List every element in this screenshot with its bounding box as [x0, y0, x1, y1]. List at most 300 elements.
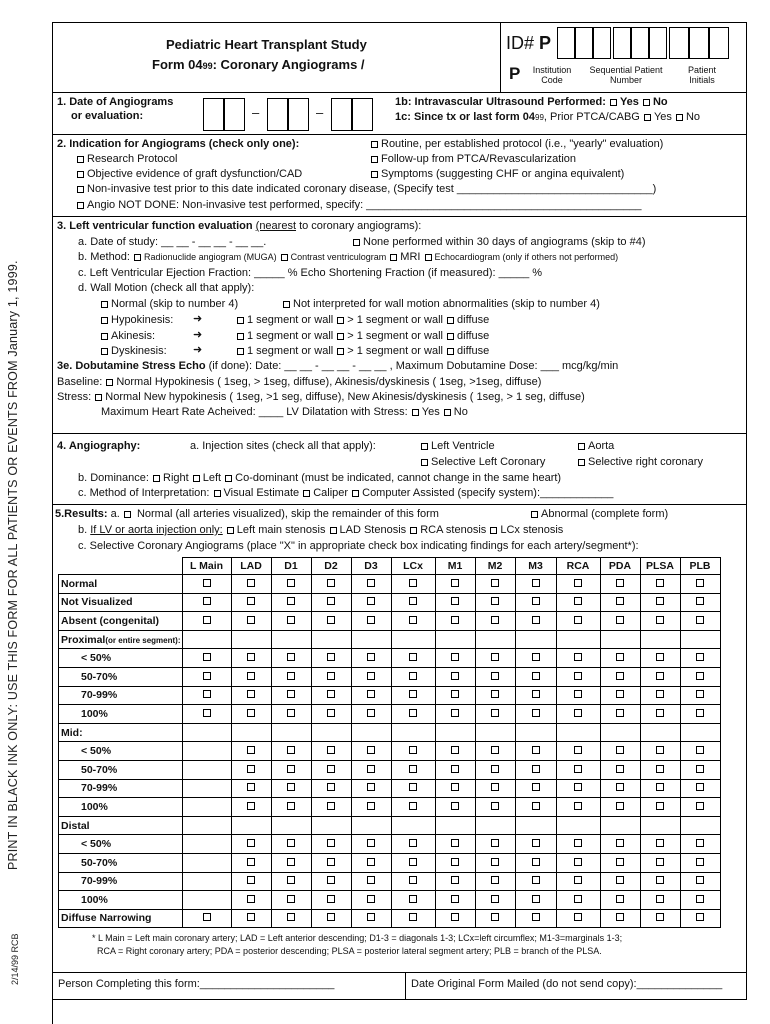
grid-cell[interactable]	[351, 779, 391, 798]
checkbox[interactable]	[696, 597, 704, 605]
checkbox[interactable]	[287, 709, 295, 717]
grid-cell[interactable]	[680, 667, 720, 686]
checkbox[interactable]	[676, 114, 683, 121]
grid-cell[interactable]	[311, 742, 351, 761]
checkbox[interactable]	[225, 475, 232, 482]
checkbox[interactable]	[367, 765, 375, 773]
grid-cell[interactable]	[271, 872, 311, 891]
grid-cell[interactable]	[640, 686, 680, 705]
checkbox[interactable]	[656, 839, 664, 847]
grid-cell[interactable]	[680, 853, 720, 872]
grid-cell[interactable]	[435, 593, 475, 612]
grid-cell[interactable]	[600, 760, 640, 779]
checkbox[interactable]	[696, 913, 704, 921]
grid-cell[interactable]	[475, 593, 515, 612]
grid-cell[interactable]	[182, 649, 231, 668]
checkbox[interactable]	[616, 690, 624, 698]
grid-cell[interactable]	[600, 872, 640, 891]
grid-cell[interactable]	[311, 872, 351, 891]
checkbox[interactable]	[616, 672, 624, 680]
checkbox[interactable]	[451, 690, 459, 698]
grid-cell[interactable]	[351, 705, 391, 724]
grid-cell[interactable]	[351, 760, 391, 779]
checkbox[interactable]	[696, 690, 704, 698]
checkbox[interactable]	[367, 579, 375, 587]
checkbox[interactable]	[491, 783, 499, 791]
checkbox[interactable]	[696, 858, 704, 866]
checkbox[interactable]	[390, 254, 397, 261]
checkbox[interactable]	[447, 317, 454, 324]
checkbox[interactable]	[656, 765, 664, 773]
grid-cell[interactable]	[231, 835, 271, 854]
checkbox[interactable]	[656, 579, 664, 587]
checkbox[interactable]	[327, 690, 335, 698]
checkbox[interactable]	[696, 895, 704, 903]
checkbox[interactable]	[287, 653, 295, 661]
grid-cell[interactable]	[351, 798, 391, 817]
grid-cell[interactable]	[435, 798, 475, 817]
id-box[interactable]	[669, 27, 689, 59]
checkbox[interactable]	[77, 171, 84, 178]
grid-cell[interactable]	[515, 779, 556, 798]
checkbox[interactable]	[247, 876, 255, 884]
grid-cell[interactable]	[391, 872, 435, 891]
checkbox[interactable]	[153, 475, 160, 482]
checkbox[interactable]	[616, 653, 624, 661]
grid-cell[interactable]	[182, 667, 231, 686]
checkbox[interactable]	[287, 616, 295, 624]
checkbox[interactable]	[451, 672, 459, 680]
checkbox[interactable]	[337, 317, 344, 324]
checkbox[interactable]	[656, 746, 664, 754]
grid-cell[interactable]	[391, 612, 435, 631]
grid-cell[interactable]	[515, 705, 556, 724]
grid-cell[interactable]	[556, 872, 600, 891]
grid-cell[interactable]	[391, 891, 435, 910]
checkbox[interactable]	[451, 765, 459, 773]
checkbox[interactable]	[367, 597, 375, 605]
checkbox[interactable]	[327, 616, 335, 624]
checkbox[interactable]	[421, 443, 428, 450]
grid-cell[interactable]	[231, 742, 271, 761]
checkbox[interactable]	[101, 301, 108, 308]
grid-cell[interactable]	[600, 686, 640, 705]
grid-cell[interactable]	[600, 593, 640, 612]
checkbox[interactable]	[451, 858, 459, 866]
checkbox[interactable]	[203, 709, 211, 717]
grid-cell[interactable]	[391, 853, 435, 872]
grid-cell[interactable]	[435, 853, 475, 872]
grid-cell[interactable]	[680, 612, 720, 631]
checkbox[interactable]	[327, 579, 335, 587]
grid-cell[interactable]	[556, 686, 600, 705]
checkbox[interactable]	[616, 579, 624, 587]
checkbox[interactable]	[409, 653, 417, 661]
checkbox[interactable]	[367, 672, 375, 680]
grid-cell[interactable]	[271, 798, 311, 817]
checkbox[interactable]	[616, 765, 624, 773]
grid-cell[interactable]	[271, 742, 311, 761]
grid-cell[interactable]	[351, 835, 391, 854]
checkbox[interactable]	[696, 579, 704, 587]
checkbox[interactable]	[532, 746, 540, 754]
grid-cell[interactable]	[515, 742, 556, 761]
checkbox[interactable]	[77, 202, 84, 209]
grid-cell[interactable]	[391, 705, 435, 724]
checkbox[interactable]	[447, 333, 454, 340]
grid-cell[interactable]	[556, 835, 600, 854]
checkbox[interactable]	[367, 913, 375, 921]
grid-cell[interactable]	[600, 779, 640, 798]
checkbox[interactable]	[451, 876, 459, 884]
grid-cell[interactable]	[435, 909, 475, 928]
grid-cell[interactable]	[351, 593, 391, 612]
grid-cell[interactable]	[435, 742, 475, 761]
grid-cell[interactable]	[600, 705, 640, 724]
checkbox[interactable]	[491, 765, 499, 773]
grid-cell[interactable]	[680, 760, 720, 779]
grid-cell[interactable]	[391, 909, 435, 928]
grid-cell[interactable]	[475, 760, 515, 779]
grid-cell[interactable]	[600, 853, 640, 872]
grid-cell[interactable]	[231, 891, 271, 910]
checkbox[interactable]	[203, 579, 211, 587]
checkbox[interactable]	[101, 333, 108, 340]
checkbox[interactable]	[696, 616, 704, 624]
checkbox[interactable]	[95, 394, 102, 401]
checkbox[interactable]	[444, 409, 451, 416]
checkbox[interactable]	[409, 895, 417, 903]
grid-cell[interactable]	[391, 686, 435, 705]
checkbox[interactable]	[574, 597, 582, 605]
grid-cell[interactable]	[391, 742, 435, 761]
grid-cell[interactable]	[182, 686, 231, 705]
checkbox[interactable]	[532, 802, 540, 810]
grid-cell[interactable]	[435, 649, 475, 668]
checkbox[interactable]	[367, 858, 375, 866]
checkbox[interactable]	[491, 839, 499, 847]
checkbox[interactable]	[247, 746, 255, 754]
grid-cell[interactable]	[311, 835, 351, 854]
grid-cell[interactable]	[515, 686, 556, 705]
grid-cell[interactable]	[271, 779, 311, 798]
checkbox[interactable]	[367, 876, 375, 884]
checkbox[interactable]	[532, 913, 540, 921]
grid-cell[interactable]	[556, 891, 600, 910]
checkbox[interactable]	[451, 709, 459, 717]
grid-cell[interactable]	[515, 798, 556, 817]
checkbox[interactable]	[409, 672, 417, 680]
checkbox[interactable]	[425, 254, 432, 261]
checkbox[interactable]	[643, 99, 650, 106]
checkbox[interactable]	[491, 802, 499, 810]
checkbox[interactable]	[352, 490, 359, 497]
grid-cell[interactable]	[475, 742, 515, 761]
checkbox[interactable]	[532, 690, 540, 698]
checkbox[interactable]	[696, 653, 704, 661]
checkbox[interactable]	[327, 876, 335, 884]
checkbox[interactable]	[367, 802, 375, 810]
grid-cell[interactable]	[231, 760, 271, 779]
checkbox[interactable]	[578, 459, 585, 466]
checkbox[interactable]	[330, 527, 337, 534]
checkbox[interactable]	[656, 858, 664, 866]
grid-cell[interactable]	[231, 667, 271, 686]
checkbox[interactable]	[327, 802, 335, 810]
checkbox[interactable]	[409, 709, 417, 717]
checkbox[interactable]	[281, 254, 288, 261]
grid-cell[interactable]	[640, 649, 680, 668]
grid-cell[interactable]	[271, 686, 311, 705]
checkbox[interactable]	[532, 858, 540, 866]
checkbox[interactable]	[247, 765, 255, 773]
checkbox[interactable]	[421, 459, 428, 466]
grid-cell[interactable]	[515, 872, 556, 891]
checkbox[interactable]	[337, 333, 344, 340]
grid-cell[interactable]	[556, 798, 600, 817]
checkbox[interactable]	[327, 858, 335, 866]
grid-cell[interactable]	[311, 686, 351, 705]
checkbox[interactable]	[409, 913, 417, 921]
checkbox[interactable]	[247, 616, 255, 624]
grid-cell[interactable]	[556, 742, 600, 761]
grid-cell[interactable]	[515, 909, 556, 928]
grid-cell[interactable]	[435, 612, 475, 631]
checkbox[interactable]	[532, 672, 540, 680]
grid-cell[interactable]	[271, 705, 311, 724]
grid-cell[interactable]	[435, 835, 475, 854]
checkbox[interactable]	[574, 709, 582, 717]
checkbox[interactable]	[574, 653, 582, 661]
checkbox[interactable]	[247, 579, 255, 587]
checkbox[interactable]	[327, 913, 335, 921]
grid-cell[interactable]	[231, 705, 271, 724]
checkbox[interactable]	[203, 672, 211, 680]
grid-cell[interactable]	[515, 649, 556, 668]
grid-cell[interactable]	[391, 667, 435, 686]
checkbox[interactable]	[656, 597, 664, 605]
grid-cell[interactable]	[311, 705, 351, 724]
grid-cell[interactable]	[391, 649, 435, 668]
grid-cell[interactable]	[475, 909, 515, 928]
checkbox[interactable]	[367, 895, 375, 903]
checkbox[interactable]	[367, 709, 375, 717]
checkbox[interactable]	[203, 616, 211, 624]
grid-cell[interactable]	[351, 853, 391, 872]
grid-cell[interactable]	[475, 872, 515, 891]
grid-cell[interactable]	[680, 779, 720, 798]
grid-cell[interactable]	[515, 891, 556, 910]
grid-cell[interactable]	[556, 779, 600, 798]
grid-cell[interactable]	[231, 593, 271, 612]
checkbox[interactable]	[574, 746, 582, 754]
grid-cell[interactable]	[600, 891, 640, 910]
grid-cell[interactable]	[640, 779, 680, 798]
checkbox[interactable]	[203, 597, 211, 605]
grid-cell[interactable]	[600, 575, 640, 594]
id-box[interactable]	[593, 27, 611, 59]
checkbox[interactable]	[532, 895, 540, 903]
grid-cell[interactable]	[435, 575, 475, 594]
grid-cell[interactable]	[391, 593, 435, 612]
checkbox[interactable]	[371, 156, 378, 163]
checkbox[interactable]	[574, 913, 582, 921]
checkbox[interactable]	[696, 709, 704, 717]
grid-cell[interactable]	[640, 909, 680, 928]
checkbox[interactable]	[531, 511, 538, 518]
checkbox[interactable]	[491, 672, 499, 680]
grid-cell[interactable]	[515, 835, 556, 854]
grid-cell[interactable]	[311, 909, 351, 928]
grid-cell[interactable]	[182, 612, 231, 631]
checkbox[interactable]	[327, 765, 335, 773]
checkbox[interactable]	[574, 765, 582, 773]
checkbox[interactable]	[656, 783, 664, 791]
checkbox[interactable]	[696, 746, 704, 754]
checkbox[interactable]	[247, 690, 255, 698]
checkbox[interactable]	[451, 579, 459, 587]
checkbox[interactable]	[616, 783, 624, 791]
checkbox[interactable]	[327, 672, 335, 680]
grid-cell[interactable]	[515, 667, 556, 686]
checkbox[interactable]	[247, 709, 255, 717]
checkbox[interactable]	[247, 839, 255, 847]
grid-cell[interactable]	[311, 891, 351, 910]
checkbox[interactable]	[327, 895, 335, 903]
grid-cell[interactable]	[231, 575, 271, 594]
grid-cell[interactable]	[435, 779, 475, 798]
grid-cell[interactable]	[231, 798, 271, 817]
checkbox[interactable]	[409, 597, 417, 605]
grid-cell[interactable]	[311, 649, 351, 668]
grid-cell[interactable]	[271, 649, 311, 668]
grid-cell[interactable]	[311, 798, 351, 817]
grid-cell[interactable]	[515, 853, 556, 872]
grid-cell[interactable]	[271, 909, 311, 928]
checkbox[interactable]	[327, 653, 335, 661]
checkbox[interactable]	[337, 348, 344, 355]
grid-cell[interactable]	[600, 649, 640, 668]
checkbox[interactable]	[237, 348, 244, 355]
grid-cell[interactable]	[231, 612, 271, 631]
grid-cell[interactable]	[311, 853, 351, 872]
checkbox[interactable]	[451, 839, 459, 847]
grid-cell[interactable]	[435, 686, 475, 705]
checkbox[interactable]	[451, 802, 459, 810]
grid-cell[interactable]	[600, 798, 640, 817]
checkbox[interactable]	[532, 765, 540, 773]
checkbox[interactable]	[656, 672, 664, 680]
checkbox[interactable]	[237, 333, 244, 340]
checkbox[interactable]	[656, 653, 664, 661]
checkbox[interactable]	[287, 895, 295, 903]
checkbox[interactable]	[491, 913, 499, 921]
grid-cell[interactable]	[351, 667, 391, 686]
checkbox[interactable]	[409, 783, 417, 791]
checkbox[interactable]	[367, 653, 375, 661]
grid-cell[interactable]	[271, 575, 311, 594]
grid-cell[interactable]	[556, 593, 600, 612]
grid-cell[interactable]	[351, 742, 391, 761]
grid-cell[interactable]	[231, 909, 271, 928]
checkbox[interactable]	[409, 876, 417, 884]
checkbox[interactable]	[491, 876, 499, 884]
checkbox[interactable]	[106, 379, 113, 386]
checkbox[interactable]	[616, 913, 624, 921]
checkbox[interactable]	[247, 858, 255, 866]
grid-cell[interactable]	[311, 612, 351, 631]
checkbox[interactable]	[371, 141, 378, 148]
checkbox[interactable]	[616, 839, 624, 847]
checkbox[interactable]	[287, 746, 295, 754]
grid-cell[interactable]	[182, 909, 231, 928]
checkbox[interactable]	[327, 709, 335, 717]
grid-cell[interactable]	[600, 909, 640, 928]
checkbox[interactable]	[371, 171, 378, 178]
checkbox[interactable]	[491, 597, 499, 605]
checkbox[interactable]	[616, 709, 624, 717]
checkbox[interactable]	[574, 616, 582, 624]
grid-cell[interactable]	[311, 760, 351, 779]
checkbox[interactable]	[247, 672, 255, 680]
checkbox[interactable]	[451, 746, 459, 754]
grid-cell[interactable]	[391, 835, 435, 854]
grid-cell[interactable]	[475, 612, 515, 631]
grid-cell[interactable]	[351, 686, 391, 705]
grid-cell[interactable]	[556, 909, 600, 928]
checkbox[interactable]	[247, 597, 255, 605]
grid-cell[interactable]	[556, 760, 600, 779]
grid-cell[interactable]	[311, 593, 351, 612]
checkbox[interactable]	[610, 99, 617, 106]
checkbox[interactable]	[616, 858, 624, 866]
checkbox[interactable]	[353, 239, 360, 246]
checkbox[interactable]	[367, 783, 375, 791]
checkbox[interactable]	[656, 913, 664, 921]
checkbox[interactable]	[656, 616, 664, 624]
grid-cell[interactable]	[231, 853, 271, 872]
grid-cell[interactable]	[475, 686, 515, 705]
checkbox[interactable]	[247, 913, 255, 921]
grid-cell[interactable]	[680, 593, 720, 612]
checkbox[interactable]	[696, 765, 704, 773]
checkbox[interactable]	[696, 802, 704, 810]
checkbox[interactable]	[287, 579, 295, 587]
grid-cell[interactable]	[680, 835, 720, 854]
date-box[interactable]	[331, 98, 352, 131]
checkbox[interactable]	[696, 672, 704, 680]
grid-cell[interactable]	[680, 705, 720, 724]
checkbox[interactable]	[247, 783, 255, 791]
checkbox[interactable]	[77, 186, 84, 193]
checkbox[interactable]	[574, 690, 582, 698]
grid-cell[interactable]	[600, 612, 640, 631]
grid-cell[interactable]	[680, 742, 720, 761]
checkbox[interactable]	[451, 597, 459, 605]
checkbox[interactable]	[409, 765, 417, 773]
grid-cell[interactable]	[475, 705, 515, 724]
checkbox[interactable]	[616, 746, 624, 754]
checkbox[interactable]	[616, 802, 624, 810]
grid-cell[interactable]	[435, 705, 475, 724]
grid-cell[interactable]	[475, 835, 515, 854]
grid-cell[interactable]	[515, 575, 556, 594]
id-box[interactable]	[613, 27, 631, 59]
grid-cell[interactable]	[311, 779, 351, 798]
grid-cell[interactable]	[435, 891, 475, 910]
checkbox[interactable]	[451, 783, 459, 791]
checkbox[interactable]	[327, 746, 335, 754]
